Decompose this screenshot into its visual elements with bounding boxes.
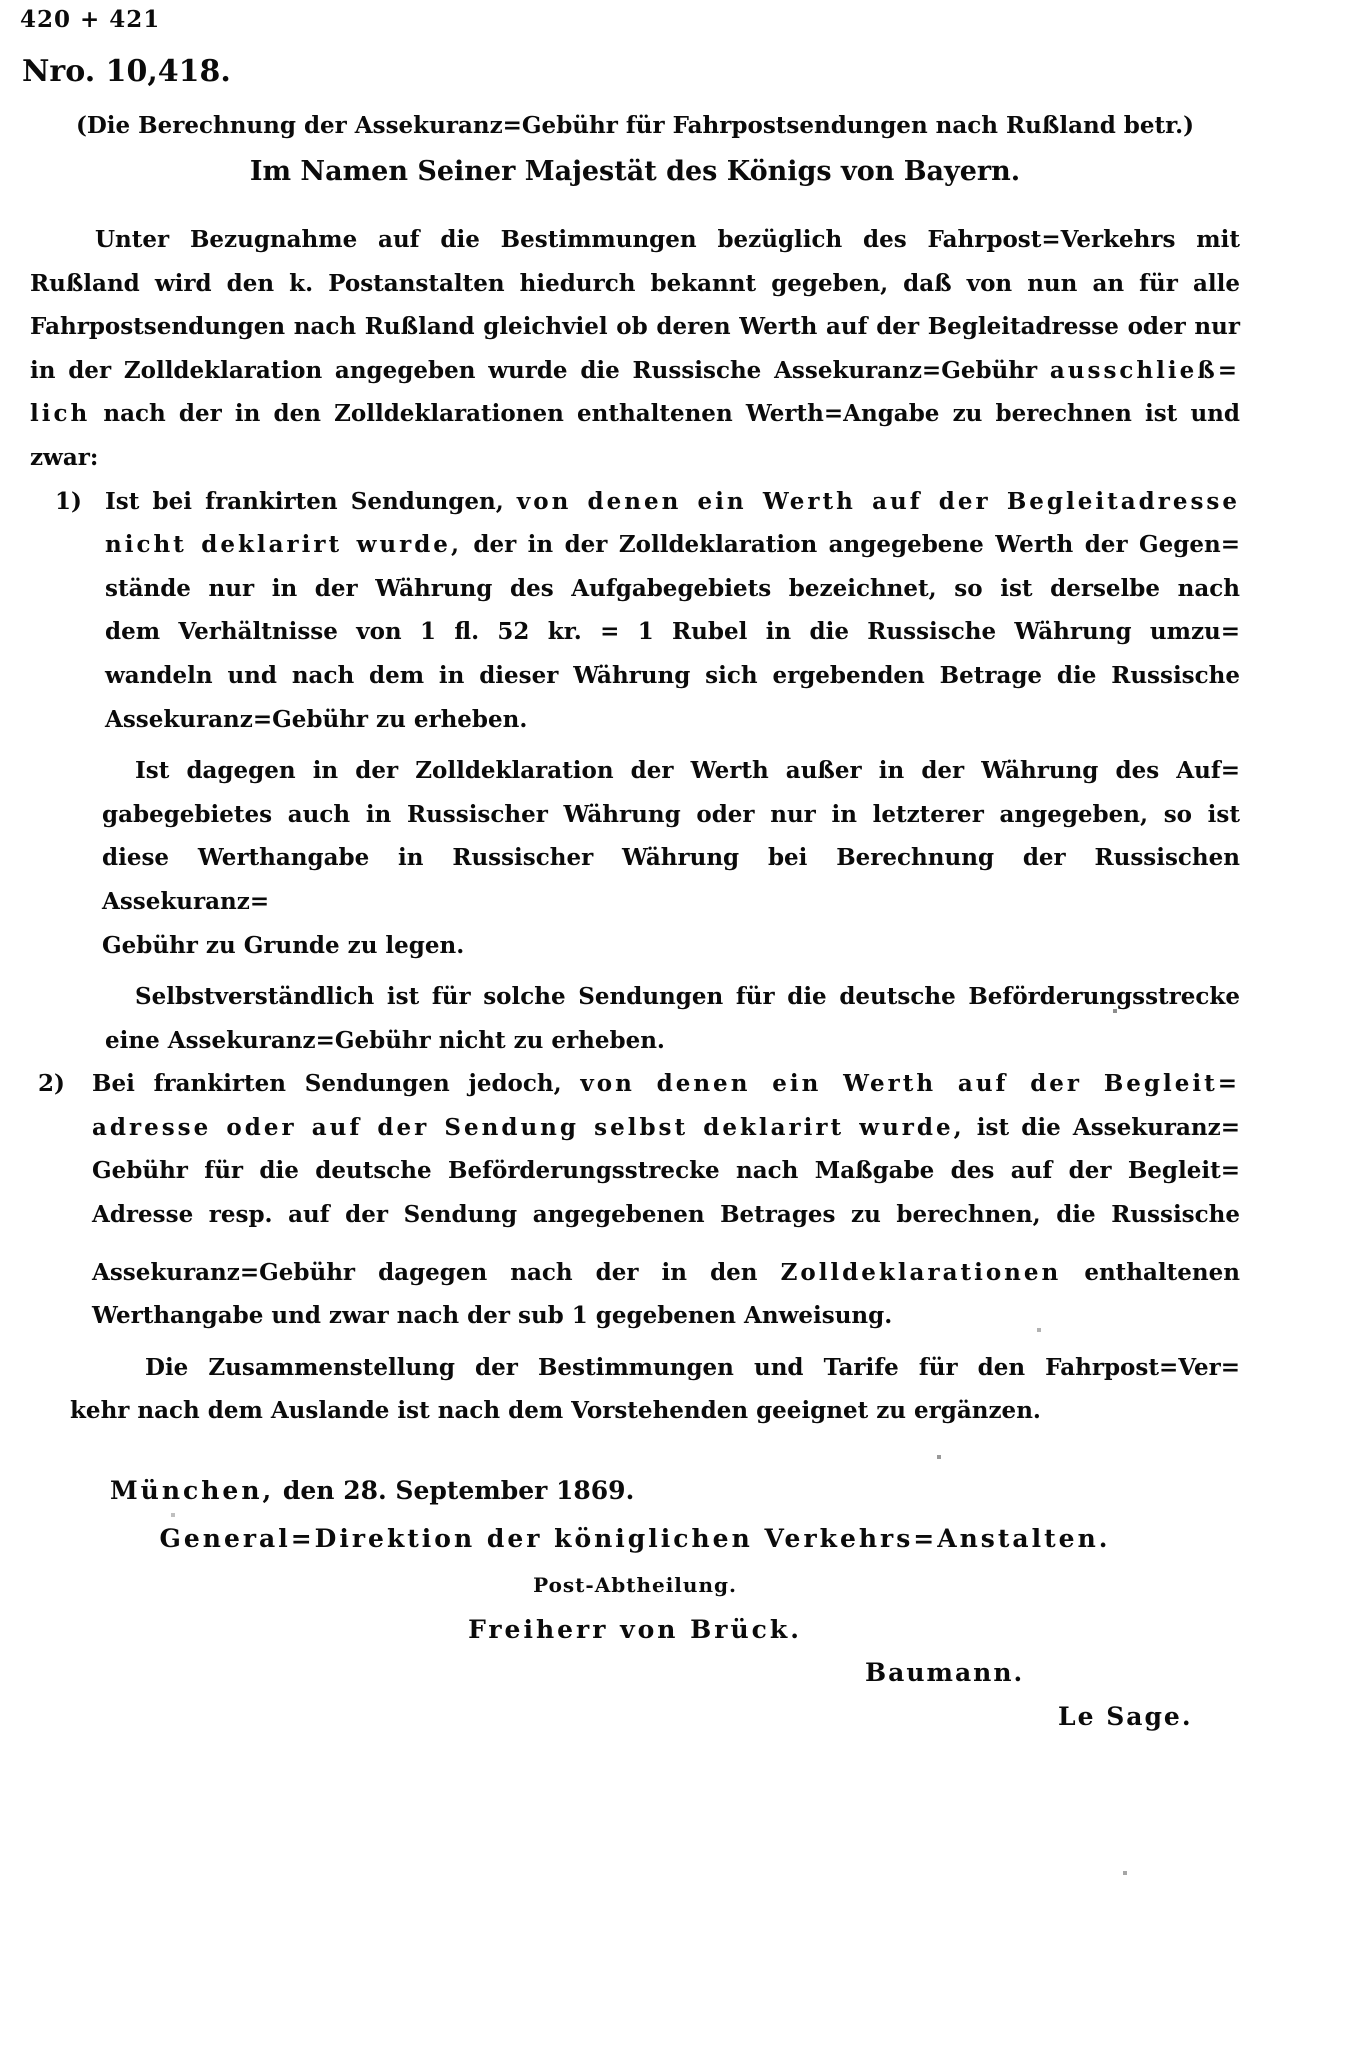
text-line [30,262,1240,306]
department-line: Post-Abtheilung. [533,1573,737,1598]
text-segment: adresse oder auf der Sendung selbst deklarirt wurde, [92,1113,965,1141]
text-line [30,749,1240,793]
list-marker: 1) [55,487,82,515]
text-line [30,975,1240,1019]
text-segment: lich [30,400,91,428]
scan-specks [0,0,2,2]
text-segment: Ist dagegen in der Zolldeklaration der Werth außer in der Währung des Auf= [135,757,1240,785]
royal-heading: Im Namen Seiner Majestät des Königs von Bayern. [249,156,1021,187]
text-segment: in der Zolldeklaration angegeben wurde die Russische Assekuranz=Gebühr [30,356,1050,384]
text-line [30,924,1240,968]
text-line [30,305,1240,349]
text-line [30,698,1240,742]
page-spread-number: 420 + 421 [20,6,161,33]
dateline-date: den 28. September 1869. [274,1476,635,1506]
text-segment: Die Zusammenstellung der Bestimmungen und Tarife für den Fahrpost=Ver= [145,1353,1240,1381]
text-segment: Selbstverständlich ist für solche Sendungen für die deutsche Beförderungsstrecke [135,983,1240,1011]
text-line [30,1294,1240,1338]
signature-head: Freiherr von Brück. [468,1614,802,1644]
text-segment: nach der in den Zolldeklarationen enthaltenen Werth=Angabe zu berechnen ist und zwar: [30,400,1240,471]
text-line [30,349,1240,393]
text-line [30,1251,1240,1295]
text-line [30,836,1240,923]
signature-third: Le Sage. [1058,1702,1193,1731]
text-line [30,1149,1240,1193]
text-line [30,654,1240,698]
text-line [30,392,1240,479]
text-line [30,523,1240,567]
text-line [30,218,1240,262]
text-segment: Assekuranz=Gebühr zu erheben. [105,705,528,733]
text-line [30,1019,1240,1063]
text-segment: ist die Assekuranz= [964,1113,1240,1141]
text-segment: kehr nach dem Auslande ist nach dem Vorstehenden geeignet zu ergänzen. [70,1397,1041,1425]
body-lines [30,218,1240,1433]
text-line [30,1346,1240,1390]
text-line [30,567,1240,611]
text-segment: dem Verhältnisse von 1 fl. 52 kr. = 1 Rubel in die Russische Währung umzu= [105,618,1240,646]
text-segment: eine Assekuranz=Gebühr nicht zu erheben. [105,1026,665,1054]
subject-line: (Die Berechnung der Assekuranz=Gebühr für Fahrpostsendungen nach Rußland betr.) [75,112,1195,139]
text-line [30,610,1240,654]
text-segment: gabegebietes auch in Russischer Währung oder nur in letzterer angegeben, so ist [102,800,1240,828]
signature-second: Baumann. [865,1658,1025,1688]
text-segment: der in der Zolldeklaration angegebene Werth der Gegen= [461,531,1240,559]
text-line [30,1389,1240,1433]
text-segment: Gebühr zu Grunde zu legen. [102,931,465,959]
text-segment: Fahrpostsendungen nach Rußland gleichviel ob deren Werth auf der Begleitadresse oder nur [30,313,1240,341]
text-line [30,1062,1240,1106]
text-segment: Ist bei frankirten Sendungen, [105,487,517,515]
text-segment: enthaltenen [1061,1258,1240,1286]
text-line [30,1106,1240,1150]
text-segment: Werthangabe und zwar nach der sub 1 gegebenen Anweisung. [92,1302,893,1330]
text-segment: Bei frankirten Sendungen jedoch, [92,1070,581,1098]
text-segment: Rußland wird den k. Postanstalten hiedurch bekannt gegeben, daß von nun an für alle [30,269,1240,297]
text-segment: von denen ein Werth auf der Begleitadresse [516,487,1240,515]
ordinance-body [30,218,1240,1739]
ordinance-number: Nro. 10,418. [22,54,231,89]
text-segment: Gebühr für die deutsche Beförderungsstrecke nach Maßgabe des auf der Begleit= [92,1157,1240,1185]
text-segment: nicht deklarirt wurde, [105,531,462,559]
text-segment: von denen ein Werth auf der Begleit= [580,1070,1240,1098]
text-segment: Adresse resp. auf der Sendung angegebenen Betrages zu berechnen, die Russische [92,1201,1240,1229]
text-segment: Assekuranz=Gebühr dagegen nach der in den [92,1258,781,1286]
text-line [30,793,1240,837]
text-line [30,1193,1240,1237]
dateline-place: München, [110,1476,275,1506]
text-line [30,480,1240,524]
text-segment: ausschließ= [1049,356,1240,384]
text-segment: diese Werthangabe in Russischer Währung bei Berechnung der Russischen Assekuranz= [102,844,1240,915]
text-segment: Unter Bezugnahme auf die Bestimmungen bezüglich des Fahrpost=Verkehrs mit [95,226,1240,253]
text-segment: Zolldeklarationen [780,1258,1062,1286]
dateline [30,1469,1240,1513]
text-segment: wandeln und nach dem in dieser Währung sich ergebenden Betrage die Russische [105,661,1240,689]
issuing-authority: General=Direktion der königlichen Verkehrs=Anstalten. [159,1523,1111,1553]
list-marker: 2) [38,1070,65,1098]
text-segment: stände nur in der Währung des Aufgabegebiets bezeichnet, so ist derselbe nach [105,574,1240,602]
